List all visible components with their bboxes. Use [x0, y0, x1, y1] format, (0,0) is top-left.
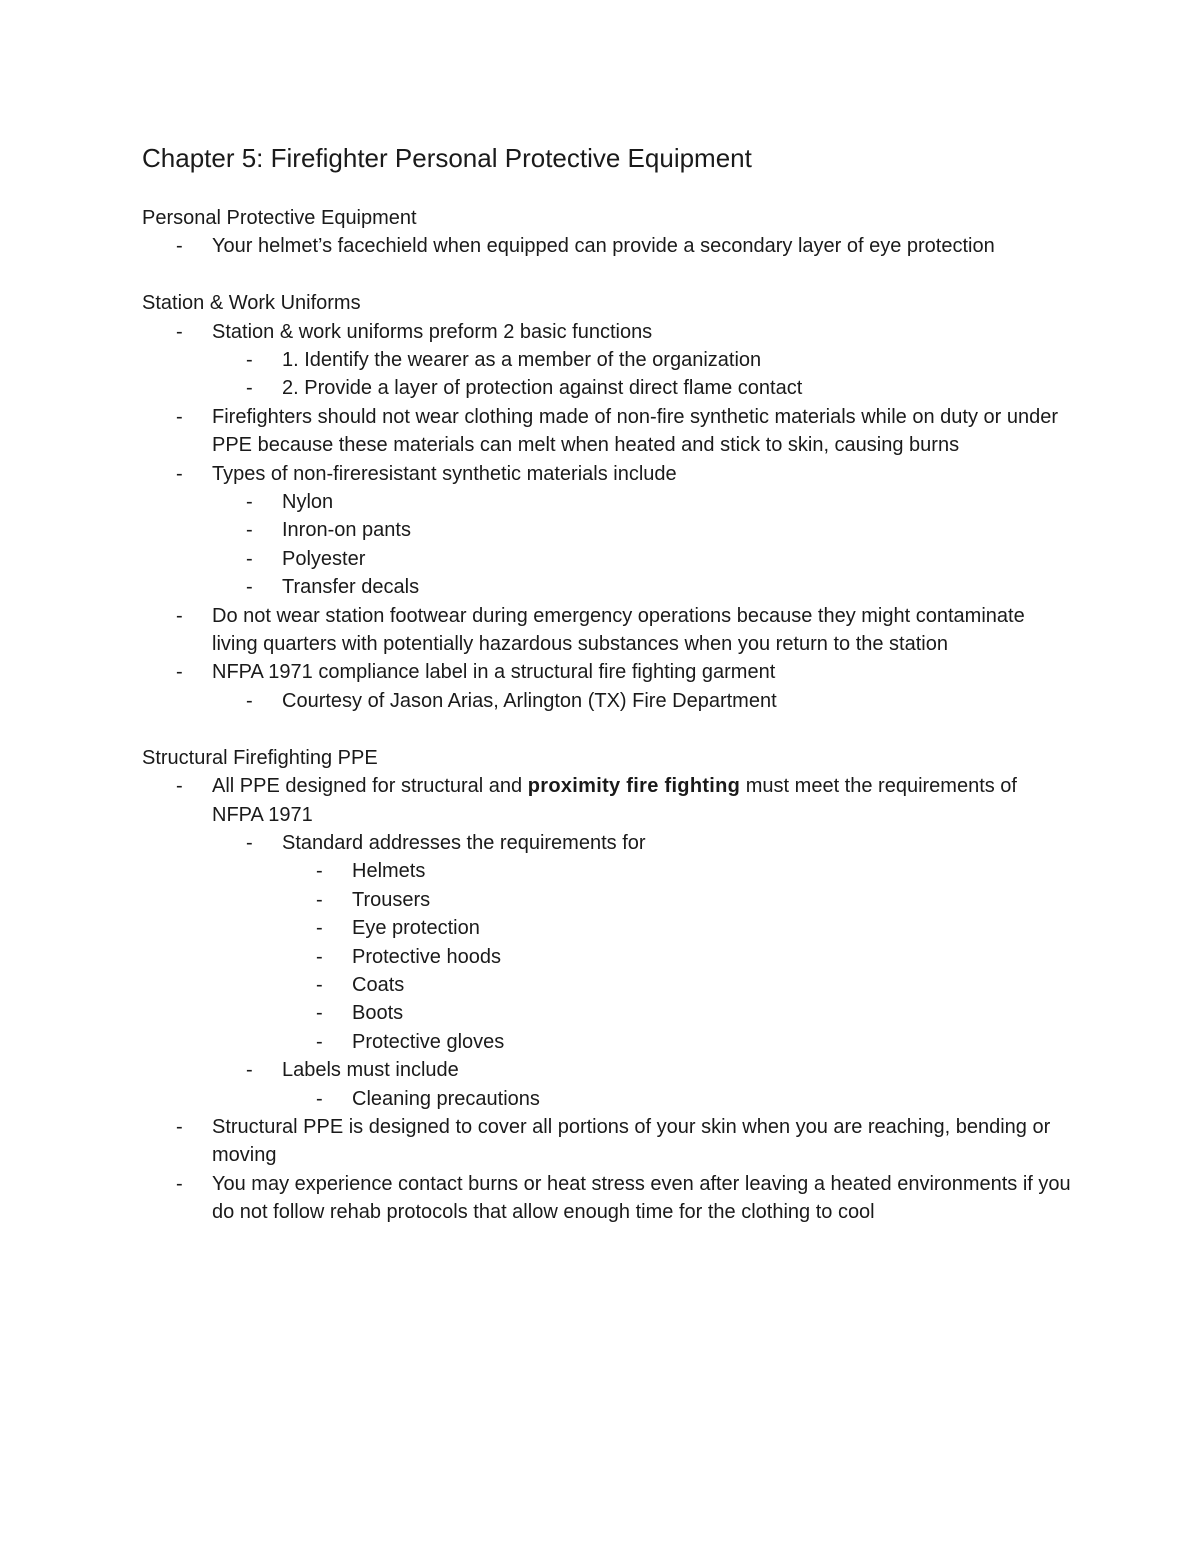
list-item	[176, 232, 1072, 260]
list-item	[316, 971, 1072, 999]
list-item	[246, 374, 1072, 402]
list-item	[246, 1056, 1072, 1113]
list-item	[176, 1113, 1072, 1170]
sub-sub-bullet-list	[316, 1085, 1072, 1113]
list-item	[176, 403, 1072, 460]
list-item	[246, 829, 1072, 1056]
list-item-text: Labels must include	[282, 1059, 459, 1082]
section-heading-ppe: Personal Protective Equipment	[142, 207, 417, 229]
bullet-dash: -	[316, 888, 323, 911]
bullet-dash: -	[176, 405, 183, 428]
bullet-dash: -	[316, 1002, 323, 1025]
bullet-dash: -	[176, 661, 183, 684]
list-item-text-after: must meet the requirements of NFPA 1971	[212, 775, 1017, 826]
list-item-text: Your helmet’s facechield when equipped can provide a secondary layer of eye protection	[212, 235, 995, 258]
list-item	[316, 943, 1072, 971]
list-item-text: 2. Provide a layer of protection against direct flame contact	[282, 377, 803, 400]
sub-bullet-list	[246, 346, 1072, 403]
list-item	[176, 1170, 1072, 1227]
list-item-text: Courtesy of Jason Arias, Arlington (TX) Fire Department	[282, 689, 777, 712]
list-item-text: Cleaning precautions	[352, 1087, 540, 1110]
bullet-dash: -	[316, 945, 323, 968]
list-item	[246, 687, 1072, 715]
bullet-dash: -	[176, 462, 183, 485]
bullet-dash: -	[176, 1172, 183, 1195]
section-heading-structural-ppe: Structural Firefighting PPE	[142, 746, 378, 769]
list-item-text: Firefighters should not wear clothing made of non-fire synthetic materials while on duty or under PPE because these materials can melt when heated and stick to skin, causing burns	[212, 405, 1058, 457]
bullet-dash: -	[316, 973, 323, 996]
list-item	[316, 999, 1072, 1027]
list-item-text: Trousers	[352, 888, 431, 911]
list-item	[246, 346, 1072, 374]
bullet-dash: -	[316, 1030, 323, 1053]
bullet-dash: -	[246, 377, 253, 400]
list-item-text: 1. Identify the wearer as a member of the organization	[282, 349, 762, 372]
list-item-text: Station & work uniforms preform 2 basic functions	[212, 320, 653, 343]
bullet-dash: -	[176, 235, 183, 258]
list-item-text-before: All PPE designed for structural and	[212, 775, 528, 798]
list-item-text: NFPA 1971 compliance label in a structural fire fighting garment	[212, 661, 776, 684]
list-item-text: Eye protection	[352, 917, 480, 940]
list-item	[176, 318, 1072, 403]
list-item-text: Inron-on pants	[282, 519, 411, 542]
list-item-text: Protective gloves	[352, 1030, 505, 1053]
list-item	[316, 886, 1072, 914]
bullet-dash: -	[246, 689, 253, 712]
sub-sub-bullet-list	[316, 857, 1072, 1056]
list-item-text: Nylon	[282, 491, 334, 514]
bullet-dash: -	[246, 491, 253, 514]
list-item	[176, 772, 1072, 1113]
list-item-text: Boots	[352, 1002, 404, 1025]
list-item	[246, 545, 1072, 573]
bullet-dash: -	[246, 349, 253, 372]
bullet-dash: -	[246, 547, 253, 570]
list-item	[316, 914, 1072, 942]
bullet-dash: -	[246, 831, 253, 854]
list-item	[176, 658, 1072, 715]
list-item-text: Transfer decals	[282, 576, 420, 599]
list-item-text: Do not wear station footwear during emergency operations because they might contaminate living quarters with potentially hazardous substances when you return to the station	[212, 604, 1025, 656]
sub-bullet-list	[246, 829, 1072, 1113]
list-item-text: Protective hoods	[352, 945, 501, 968]
bullet-dash: -	[176, 604, 183, 627]
bullet-dash: -	[176, 775, 183, 798]
bullet-dash: -	[316, 860, 323, 883]
bullet-dash: -	[246, 519, 253, 542]
bullet-dash: -	[176, 320, 183, 343]
bullet-list	[176, 232, 1072, 260]
list-item	[316, 857, 1072, 885]
list-item	[246, 516, 1072, 544]
bullet-dash: -	[316, 1087, 323, 1110]
list-item-text: Coats	[352, 973, 405, 996]
list-item	[246, 573, 1072, 601]
page-title: Chapter 5: Firefighter Personal Protective Equipment	[142, 143, 752, 173]
bullet-list	[176, 772, 1072, 1227]
list-item-text: Helmets	[352, 860, 426, 883]
list-item-text: Structural PPE is designed to cover all portions of your skin when you are reaching, bending or moving	[212, 1115, 1051, 1167]
list-item-text: Standard addresses the requirements for	[282, 831, 646, 854]
list-item	[316, 1028, 1072, 1056]
list-item	[246, 488, 1072, 516]
bullet-dash: -	[246, 576, 253, 599]
list-item	[176, 602, 1072, 659]
bullet-list	[176, 318, 1072, 716]
bold-term: proximity fire fighting	[527, 775, 741, 798]
list-item-text: You may experience contact burns or heat stress even after leaving a heated environments if you do not follow rehab protocols that allow enough time for the clothing to cool	[212, 1172, 1071, 1224]
sub-bullet-list	[246, 687, 1072, 715]
list-item	[316, 1085, 1072, 1113]
bullet-dash: -	[246, 1059, 253, 1082]
document-body	[142, 204, 1072, 1227]
list-item	[176, 460, 1072, 602]
bullet-dash: -	[316, 917, 323, 940]
sub-bullet-list	[246, 488, 1072, 602]
list-item-text: Types of non-fireresistant synthetic materials include	[212, 462, 677, 485]
section-heading-uniforms: Station & Work Uniforms	[142, 292, 361, 315]
bullet-dash: -	[176, 1115, 183, 1138]
list-item-text: Polyester	[282, 547, 366, 570]
